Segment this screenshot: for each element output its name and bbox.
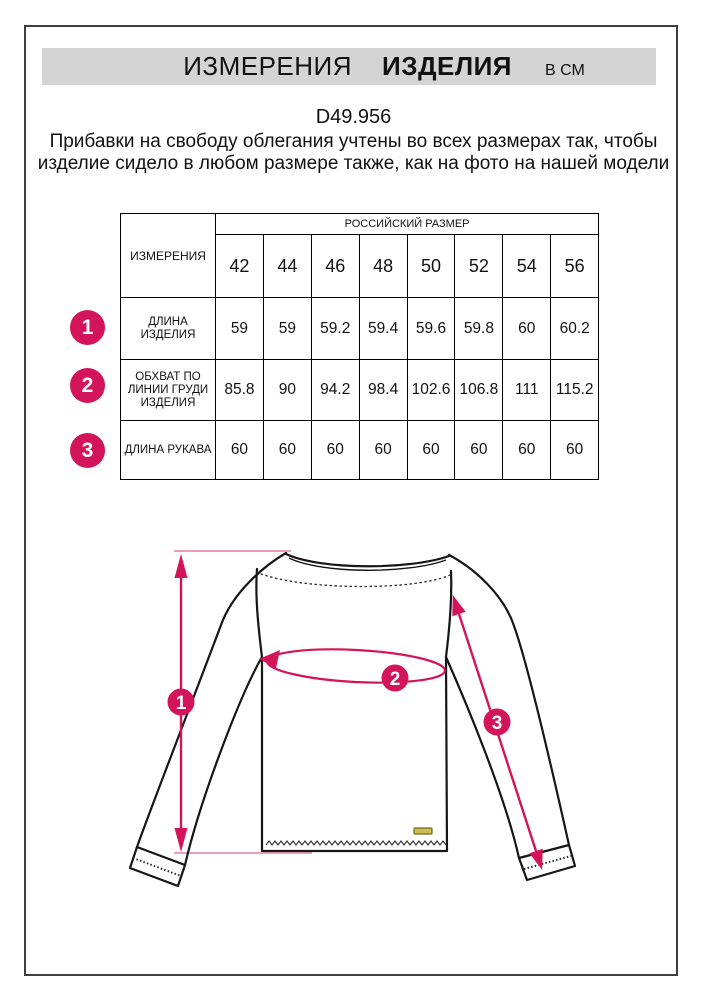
table-row-length	[121, 298, 599, 360]
fit-note: Прибавки на свободу облегания учтены во всех размерах так, чтобы изделие сидело в любом размере также, как на фото на нашей модели	[37, 131, 670, 174]
left-sleeve-outer-edge	[137, 553, 286, 847]
cell-value: 90	[263, 360, 311, 421]
cell-value: 85.8	[216, 360, 264, 421]
size-col-54: 54	[503, 235, 551, 298]
diagram-badge-2	[382, 665, 409, 692]
body-sides-and-hem	[262, 657, 447, 851]
size-col-52: 52	[455, 235, 503, 298]
size-col-44: 44	[263, 235, 311, 298]
cell-value: 60	[551, 421, 599, 480]
diagram-badge-2-number: 2	[389, 669, 401, 690]
size-col-50: 50	[407, 235, 455, 298]
chest-ellipse	[266, 645, 445, 686]
row-label: ДЛИНА ИЗДЕЛИЯ	[121, 298, 216, 360]
cell-value: 59	[263, 298, 311, 360]
cell-value: 59.8	[455, 298, 503, 360]
row-label: ОБХВАТ ПО ЛИНИИ ГРУДИ ИЗДЕЛИЯ	[121, 360, 216, 421]
table-row-sleeve	[121, 421, 599, 480]
left-armhole-seam	[256, 569, 262, 657]
diagram-badge-3-number: 3	[491, 713, 503, 734]
title-bar	[42, 48, 656, 85]
cell-value: 59.2	[311, 298, 359, 360]
title-units: В СМ	[544, 62, 585, 79]
cell-value: 60	[216, 421, 264, 480]
diagram-badge-1	[168, 689, 195, 716]
right-cuff-top-line	[519, 845, 569, 858]
cell-value: 60	[455, 421, 503, 480]
table-row-chest	[121, 360, 599, 421]
arrow-1-head-top	[175, 554, 188, 578]
row-badge-3: 3	[70, 433, 105, 468]
title-word-measurements: ИЗМЕРЕНИЯ	[183, 51, 353, 81]
cell-value: 59.6	[407, 298, 455, 360]
diagram-badge-3	[484, 709, 511, 736]
diagram-badge-1-number: 1	[175, 693, 187, 714]
right-cuff-ribbing	[524, 856, 571, 869]
cell-value: 60	[503, 298, 551, 360]
arrow-1-head-bottom	[175, 828, 188, 852]
row-badge-2: 2	[70, 368, 105, 403]
row-badge-1: 1	[70, 310, 105, 345]
table-corner-label: ИЗМЕРЕНИЯ	[121, 214, 216, 298]
cell-value: 59	[216, 298, 264, 360]
brand-label-tag	[414, 828, 432, 834]
title-word-product: ИЗДЕЛИЯ	[382, 51, 512, 81]
cell-value: 94.2	[311, 360, 359, 421]
cell-value: 60	[359, 421, 407, 480]
right-sleeve-outer-edge	[449, 555, 569, 845]
row-label: ДЛИНА РУКАВА	[121, 421, 216, 480]
neckline-dotted-seam	[256, 572, 452, 587]
size-col-46: 46	[311, 235, 359, 298]
cell-value: 60	[407, 421, 455, 480]
cell-value: 111	[503, 360, 551, 421]
cell-value: 60	[311, 421, 359, 480]
cell-value: 60	[503, 421, 551, 480]
size-col-56: 56	[551, 235, 599, 298]
cell-value: 102.6	[407, 360, 455, 421]
garment-diagram	[128, 533, 583, 903]
cell-value: 106.8	[455, 360, 503, 421]
product-code: D49.956	[315, 106, 392, 128]
size-col-42: 42	[216, 235, 264, 298]
neckline-inner	[289, 558, 446, 570]
size-col-48: 48	[359, 235, 407, 298]
cell-value: 60.2	[551, 298, 599, 360]
cell-value: 98.4	[359, 360, 407, 421]
cell-value: 115.2	[551, 360, 599, 421]
right-armhole-seam	[446, 571, 451, 657]
cell-value: 60	[263, 421, 311, 480]
table-group-header: РОССИЙСКИЙ РАЗМЕР	[216, 214, 599, 235]
cell-value: 59.4	[359, 298, 407, 360]
chest-ellipse-measure-2	[259, 645, 446, 686]
hem-stitch-line	[266, 841, 446, 845]
size-table	[120, 213, 599, 480]
arrow-3-head-top	[452, 595, 465, 616]
